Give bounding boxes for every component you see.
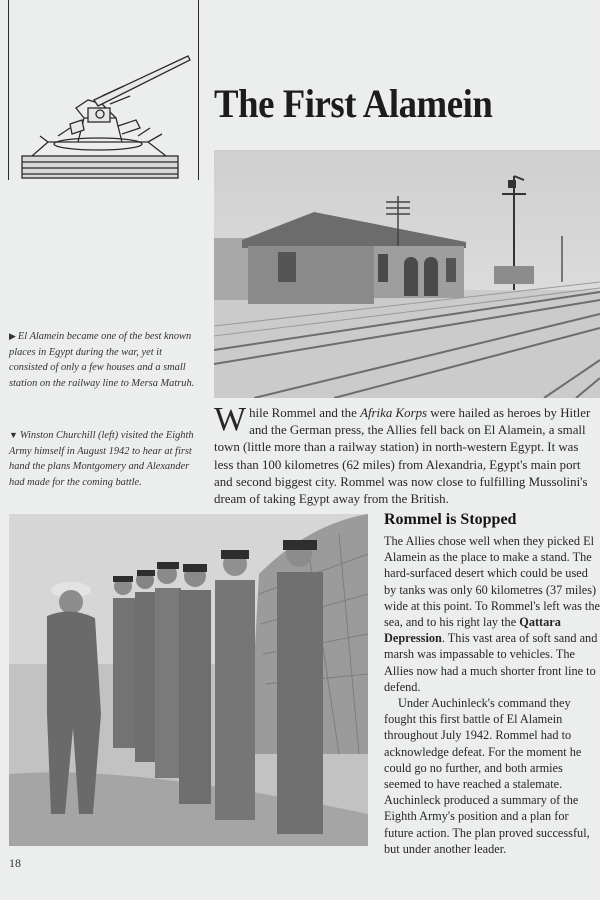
page-title: The First Alamein (214, 81, 493, 126)
station-caption (9, 329, 199, 391)
churchill-caption (9, 428, 199, 490)
afrika-korps-term: Afrika Korps (360, 406, 428, 420)
churchill-caption-text: Winston Churchill (left) visited the Eighth Army himself in August 1942 to hear at first hand the plans Montgomery and Alexander had made for the coming battle. (9, 430, 194, 488)
section-p1-text-b: . This vast area of soft sand and marsh was impassable to vehicles. The Allies now had a much shorter front line to defend. (384, 631, 598, 694)
section-p1-text-a: The Allies chose well when they picked El Alamein as the place to make a stand. The hard-surfaced desert which could be used by tanks was only 60 kilometres (37 miles) wide at this point. To Rommel's left was the sea, and to his right lay the (384, 534, 600, 630)
frame-rule-left (8, 0, 9, 180)
qattara-depression-term: Qattara Depression (384, 615, 561, 646)
triangle-down-icon: ▼ (9, 430, 18, 440)
intro-paragraph (214, 401, 600, 508)
churchill-visit-photo (9, 514, 368, 846)
section-paragraph-1 (384, 533, 600, 695)
section-heading: Rommel is Stopped (384, 511, 517, 528)
intro-text-2: were hailed as heroes by Hitler and the German press, the Allies fell back on El Alamein, a small town (little more than a railway station) in north-western Egypt. It was less than 100 kilometres (62 miles) from Alexandria, Egypt's main port and second biggest city. Rommel was now close to fulfilling Mussolini's dream of taking Egypt away from the British. (214, 406, 591, 507)
drop-cap: W (214, 401, 247, 438)
frame-rule-right (198, 0, 199, 180)
page-number: 18 (9, 856, 21, 870)
intro-text-1: hile Rommel and the (249, 406, 361, 420)
section-body (384, 533, 600, 857)
el-alamein-station-photo (214, 150, 600, 398)
station-caption-text: El Alamein became one of the best known places in Egypt during the war, yet it consisted of only a few houses and a small station on the railway line to Mersa Matruh. (9, 331, 195, 389)
section-paragraph-2: Under Auchinleck's command they fought this first battle of El Alamein throughout July 1942. Rommel had to acknowledge defeat. For the moment he could go no further, and both armies seemed to have reached a stalemate. Auchinleck produced a summary of the Eighth Army's position and a plan for future action. The plan proved successful, but under another leader. (384, 696, 590, 856)
triangle-right-icon: ▶ (9, 331, 16, 341)
anti-aircraft-gun-illustration (18, 48, 194, 184)
